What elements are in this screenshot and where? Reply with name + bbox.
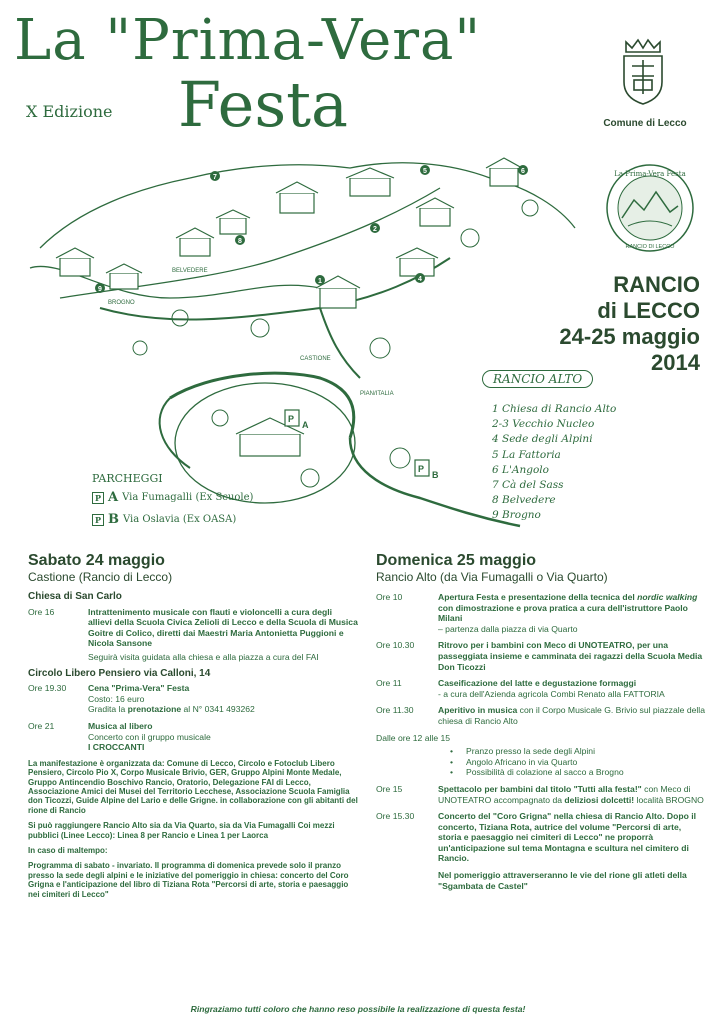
booking-text: Gradita la — [88, 704, 128, 715]
event-time: Ore 15.30 — [376, 811, 415, 822]
event-title: Intrattenimento musicale con flauti e violoncelli a cura degli allievi della Scuola Civica Zelioli di Lecco e della Scuola di Musica Goitre di Colico, diretti dai Maestri Maria Antonietta Puggioni e Nicola Sansone — [88, 606, 358, 649]
saturday-heading: Sabato 24 maggio — [28, 552, 165, 569]
event-row — [376, 784, 706, 805]
bad-weather-title: In caso di maltempo: — [28, 845, 108, 855]
legend-title: RANCIO ALTO — [482, 370, 593, 388]
map-parking-p-a: P — [288, 414, 295, 424]
sunday-heading: Domenica 25 maggio — [376, 552, 537, 569]
event-time: Ore 21 — [28, 720, 55, 731]
transport-text: Si può raggiungere Rancio Alto sia da Via Quarto, sia da Via Fumagalli Coi mezzi pubblici (Linee Lecco): Linea 8 per Rancio e Linea 1 per Laorca — [28, 821, 335, 840]
parking-b-letter: B — [108, 512, 119, 527]
event-note: – partenza dalla piazza di via Quarto — [438, 623, 578, 634]
map-label-pian: PIAN/ITALIA — [360, 391, 394, 397]
legend-item: 2-3 Vecchio Nucleo — [492, 418, 595, 431]
event-title: Ritrovo per i bambini con Meco di UNOTEATRO, per una passeggiata insieme e camminata dei ragazzi della Scuola Media Don Ticozzi — [438, 640, 703, 672]
poster-title-line1: La "Prima-Vera" — [14, 8, 482, 73]
event-row — [376, 592, 706, 634]
event-booking — [88, 704, 358, 715]
map-label-brogno: BROGNO — [108, 300, 135, 306]
edition-label: X Edizione — [26, 102, 113, 121]
venue-san-carlo: Chiesa di San Carlo — [28, 591, 122, 602]
place-year: 2014 — [651, 350, 700, 375]
parking-a — [92, 490, 253, 505]
event-desc — [88, 721, 358, 753]
event-row — [376, 705, 706, 726]
event-row — [28, 683, 358, 715]
event-title: Aperitivo in musica — [438, 705, 518, 716]
map-pin-4: 4 — [418, 276, 422, 283]
event-row — [28, 721, 358, 753]
event-time: Ore 19.30 — [28, 683, 67, 694]
map-label-castione: CASTIONE — [300, 356, 331, 362]
event-time-range: Dalle ore 12 alle 15 — [376, 732, 451, 743]
map-pin-5: 5 — [423, 168, 427, 175]
event-text: Concerto con il gruppo musicale — [88, 731, 211, 742]
legend-item: 8 Belvedere — [492, 494, 556, 507]
event-row — [376, 640, 706, 672]
map-pin-1: 1 — [318, 278, 322, 285]
list-item: • Possibilità di colazione al sacco a Brogno — [466, 767, 706, 778]
parking-b-text: Via Oslavia (Ex OASA) — [123, 514, 237, 525]
event-desc — [88, 683, 358, 715]
map-parking-p-b: P — [418, 464, 425, 474]
legend-item: 9 Brogno — [492, 509, 541, 522]
map-pin-2: 2 — [373, 226, 377, 233]
event-title: Musica al libero — [88, 720, 153, 731]
event-title: Cena "Prima-Vera" Festa — [88, 683, 190, 694]
place-line1: RANCIO — [613, 272, 700, 297]
comune-label: Comune di Lecco — [603, 118, 687, 129]
parking-a-text: Via Fumagalli (Ex Scuole) — [122, 492, 254, 503]
legend-item: 1 Chiesa di Rancio Alto — [492, 403, 617, 415]
event-row — [28, 607, 358, 663]
parking-title: PARCHEGGI — [92, 472, 163, 485]
saturday-program — [28, 552, 358, 905]
title-italic: nordic walking — [637, 592, 698, 602]
place-line2: di LECCO — [597, 298, 700, 323]
event-location-dates — [520, 272, 700, 376]
event-desc — [438, 784, 706, 805]
lunch-list — [466, 746, 706, 778]
closing-text: Nel pomeriggio attraverseranno le vie del rione gli atleti della "Sgambata de Castel" — [438, 870, 687, 891]
event-text: - a cura dell'Azienda agricola Combi Renato alla FATTORIA — [438, 688, 665, 699]
bad-weather-text: Programma di sabato - invariato. Il programma di domenica prevede solo il pranzo presso la sede degli alpini e le iniziative del pomeriggio in chiesa: concerto del Coro Grigna e l'anticipazione del libro di Tiziana Rota "Percorsi di arte, storia e paesaggio nei cimiteri di Lecco" — [28, 861, 349, 899]
organizers-text: La manifestazione è organizzata da: Comune di Lecco, Circolo e Fotoclub Libero Pensiero, Circolo Pio X, Corpo Musicale Brivio, GER, Gruppo Alpini Monte Medale, Gruppo Antincendio Boschivo Rancio, Oratorio, Delegazione FAI di Lecco, Associazione Amici dei Musei del Territorio Lecchese, Associazione Scuola Famiglia don Ticozzi, Guide Alpine del Lario e delle Grigne. in collaborazione con gli abitanti del rione di Rancio — [28, 758, 358, 815]
sunday-location: Rancio Alto (da Via Fumagalli o Via Quarto) — [376, 570, 608, 584]
legend-item: 7 Cà del Sass — [492, 479, 564, 492]
festa-badge-logo — [604, 162, 696, 254]
map-pin-7: 7 — [213, 174, 217, 181]
event-desc — [438, 705, 706, 726]
event-text: con Meco di UNOTEATRO accompagnato da — [438, 783, 691, 805]
thanks-footer: Ringraziamo tutti coloro che hanno reso possibile la realizzazione di questa festa! — [190, 1004, 526, 1014]
badge-bottom-text: RANCIO DI LECCO — [625, 244, 675, 250]
event-time: Ore 15 — [376, 783, 403, 794]
legend-item: 6 L'Angolo — [492, 463, 549, 476]
event-title — [438, 592, 706, 624]
list-item: • Pranzo presso la sede degli Alpini — [466, 746, 706, 757]
sunday-program — [376, 552, 706, 891]
title-part: con dimostrazione e prova pratica a cura dell'istruttore Paolo Milani — [438, 602, 688, 624]
event-cost: Costo: 16 euro — [88, 693, 145, 704]
event-time: Ore 16 — [28, 606, 55, 617]
event-desc — [88, 607, 358, 663]
place-dates: 24-25 maggio — [559, 324, 700, 349]
event-time: Ore 11 — [376, 678, 402, 689]
event-text: con il Corpo Musicale G. Brivio sul piazzale della chiesa di Rancio Alto — [438, 705, 705, 726]
event-text: località BROGNO — [634, 794, 704, 805]
event-title: Concerto del "Coro Grigna" nella chiesa di Rancio Alto. Dopo il concerto, Tiziana Rota, autrice del volume "Percorsi di arte, storia e paesaggio nei cimiteri di Lecco" ne proporrà un'anticipazione sul tema Montagna e scultura nel cimitero di Rancio. — [438, 811, 697, 864]
event-time: Ore 10 — [376, 592, 403, 602]
map-pin-6: 6 — [521, 168, 525, 175]
saturday-location: Castione (Rancio di Lecco) — [28, 570, 173, 584]
booking-bold: prenotazione — [127, 704, 182, 715]
event-title: Caseificazione del latte e degustazione formaggi — [438, 678, 637, 689]
map-pin-9: 9 — [98, 286, 102, 293]
event-desc — [438, 592, 706, 634]
event-title: Spettacolo per bambini dal titolo "Tutti alla festa!" — [438, 783, 642, 794]
map-pin-8: 8 — [238, 238, 242, 245]
event-band: I CROCCANTI — [88, 742, 145, 753]
event-note: Seguirà visita guidata alla chiesa e alla piazza a cura del FAI — [88, 651, 319, 662]
parking-b — [92, 512, 236, 527]
venue-circolo: Circolo Libero Pensiero via Calloni, 14 — [28, 667, 211, 679]
list-item: • Angolo Africano in via Quarto — [466, 757, 706, 768]
map-label-belvedere: BELVEDERE — [172, 268, 208, 274]
event-desc — [438, 678, 706, 699]
parking-icon: P — [92, 514, 104, 526]
event-text-bold: deliziosi dolcetti! — [564, 794, 635, 805]
parking-a-letter: A — [108, 490, 119, 505]
parking-icon: P — [92, 492, 104, 504]
comune-crest-icon — [618, 38, 668, 108]
notes — [28, 759, 358, 899]
poster-title-line2: Festa — [178, 68, 349, 141]
title-part: Apertura Festa e presentazione della tecnica del — [438, 592, 638, 602]
map-parking-a: A — [302, 420, 309, 430]
event-row — [376, 678, 706, 699]
legend-item: 5 La Fattoria — [492, 448, 561, 461]
event-row — [376, 811, 706, 864]
badge-top-text: La Prima-Vera Festa — [614, 170, 686, 178]
booking-phone: al N° 0341 493262 — [181, 704, 255, 715]
map-parking-b: B — [432, 470, 439, 480]
legend-item: 4 Sede degli Alpini — [492, 433, 593, 446]
event-time: Ore 11.30 — [376, 705, 414, 716]
map-legend — [492, 402, 616, 524]
event-time: Ore 10.30 — [376, 640, 415, 651]
